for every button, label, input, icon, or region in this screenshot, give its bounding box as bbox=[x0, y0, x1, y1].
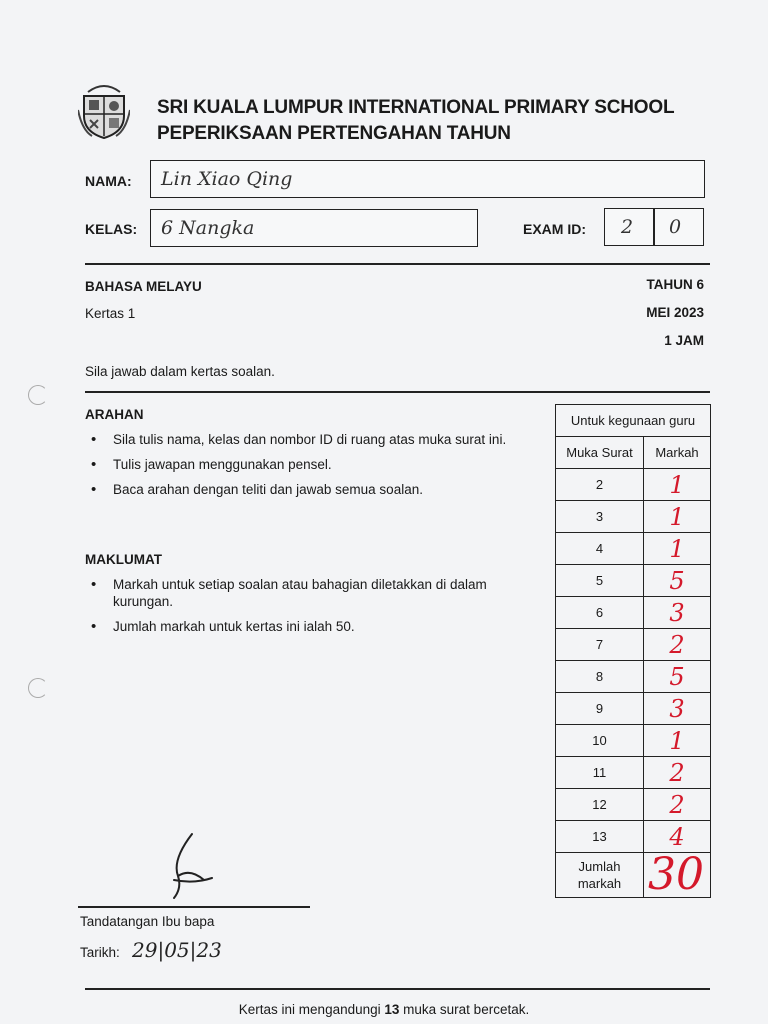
table-row bbox=[556, 693, 711, 725]
total-row bbox=[556, 853, 711, 898]
arahan-item: • Tulis jawapan menggunakan pensel. bbox=[85, 456, 515, 473]
arahan-item: • Baca arahan dengan teliti dan jawab semua soalan. bbox=[85, 481, 515, 498]
exam-date: MEI 2023 bbox=[646, 305, 704, 320]
footer-page-count: 13 bbox=[384, 1002, 400, 1017]
col-header-page: Muka Surat bbox=[556, 437, 644, 469]
answer-instruction: Sila jawab dalam kertas soalan. bbox=[85, 364, 275, 379]
col-header-mark: Markah bbox=[644, 437, 711, 469]
page-cell: 11 bbox=[556, 757, 644, 789]
section-divider bbox=[85, 391, 710, 393]
mark-cell[interactable]: 5 bbox=[644, 565, 711, 597]
footer-note bbox=[0, 1002, 768, 1017]
nama-field[interactable] bbox=[150, 160, 705, 198]
mark-cell[interactable]: 3 bbox=[644, 597, 711, 629]
table-row bbox=[556, 821, 711, 853]
signature-mark bbox=[160, 830, 230, 902]
table-row bbox=[556, 565, 711, 597]
mark-cell[interactable]: 1 bbox=[644, 533, 711, 565]
punch-hole-top bbox=[28, 385, 48, 405]
page-cell: 10 bbox=[556, 725, 644, 757]
maklumat-item: • Jumlah markah untuk kertas ini ialah 50. bbox=[85, 618, 515, 635]
mark-cell[interactable]: 5 bbox=[644, 661, 711, 693]
marks-table bbox=[555, 404, 711, 898]
table-row bbox=[556, 597, 711, 629]
year: TAHUN 6 bbox=[646, 277, 704, 292]
footer-text-before: Kertas ini mengandungi bbox=[238, 1002, 385, 1017]
page-cell: 7 bbox=[556, 629, 644, 661]
table-row bbox=[556, 789, 711, 821]
maklumat-item: • Markah untuk setiap soalan atau bahagian diletakkan di dalam kurungan. bbox=[85, 576, 515, 610]
mark-cell[interactable]: 1 bbox=[644, 501, 711, 533]
kelas-label: KELAS: bbox=[85, 221, 138, 237]
table-row bbox=[556, 725, 711, 757]
page-cell: 2 bbox=[556, 469, 644, 501]
page-cell: 5 bbox=[556, 565, 644, 597]
header-divider bbox=[85, 263, 710, 265]
date-value[interactable]: 29|05|23 bbox=[132, 938, 222, 962]
table-row bbox=[556, 533, 711, 565]
exam-id-label: EXAM ID: bbox=[523, 221, 586, 237]
page-cell: 13 bbox=[556, 821, 644, 853]
table-row bbox=[556, 757, 711, 789]
maklumat-title: MAKLUMAT bbox=[85, 552, 162, 567]
maklumat-list bbox=[85, 576, 515, 643]
arahan-list bbox=[85, 431, 515, 506]
nama-value: Lin Xiao Qing bbox=[161, 168, 293, 190]
mark-cell[interactable]: 2 bbox=[644, 789, 711, 821]
footer-divider bbox=[85, 988, 710, 990]
paper-number: Kertas 1 bbox=[85, 306, 136, 321]
marks-table-title: Untuk kegunaan guru bbox=[556, 405, 711, 437]
total-label: Jumlah markah bbox=[556, 853, 644, 898]
mark-cell[interactable]: 3 bbox=[644, 693, 711, 725]
footer-text-after: muka surat bercetak. bbox=[399, 1002, 530, 1017]
mark-cell[interactable]: 2 bbox=[644, 629, 711, 661]
mark-cell[interactable]: 1 bbox=[644, 725, 711, 757]
punch-hole-bottom bbox=[28, 678, 48, 698]
table-row bbox=[556, 629, 711, 661]
total-cell[interactable] bbox=[644, 849, 711, 900]
mark-cell[interactable]: 4 bbox=[644, 821, 711, 853]
page-cell: 3 bbox=[556, 501, 644, 533]
kelas-value: 6 Nangka bbox=[161, 217, 255, 239]
page-cell: 12 bbox=[556, 789, 644, 821]
exam-id-digit-2: 0 bbox=[669, 216, 682, 238]
signature-line bbox=[78, 906, 310, 908]
table-row bbox=[556, 501, 711, 533]
exam-id-field[interactable] bbox=[604, 208, 704, 246]
page-cell: 8 bbox=[556, 661, 644, 693]
arahan-title: ARAHAN bbox=[85, 407, 144, 422]
mark-cell[interactable]: 1 bbox=[644, 469, 711, 501]
nama-label: NAMA: bbox=[85, 173, 132, 189]
kelas-field[interactable] bbox=[150, 209, 478, 247]
exam-name: PEPERIKSAAN PERTENGAHAN TAHUN bbox=[157, 123, 511, 144]
table-row bbox=[556, 661, 711, 693]
page-cell: 9 bbox=[556, 693, 644, 725]
table-row bbox=[556, 469, 711, 501]
signature-label: Tandatangan Ibu bapa bbox=[80, 914, 215, 929]
exam-id-digit-1: 2 bbox=[621, 216, 634, 238]
total-value: 30 bbox=[648, 849, 704, 900]
subject: BAHASA MELAYU bbox=[85, 279, 202, 294]
page-cell: 6 bbox=[556, 597, 644, 629]
school-name: SRI KUALA LUMPUR INTERNATIONAL PRIMARY SCHOOL bbox=[157, 97, 675, 118]
school-crest-icon bbox=[78, 80, 130, 142]
mark-cell[interactable]: 2 bbox=[644, 757, 711, 789]
duration: 1 JAM bbox=[664, 333, 704, 348]
page-cell: 4 bbox=[556, 533, 644, 565]
arahan-item: • Sila tulis nama, kelas dan nombor ID di ruang atas muka surat ini. bbox=[85, 431, 515, 448]
date-label: Tarikh: bbox=[80, 945, 120, 960]
